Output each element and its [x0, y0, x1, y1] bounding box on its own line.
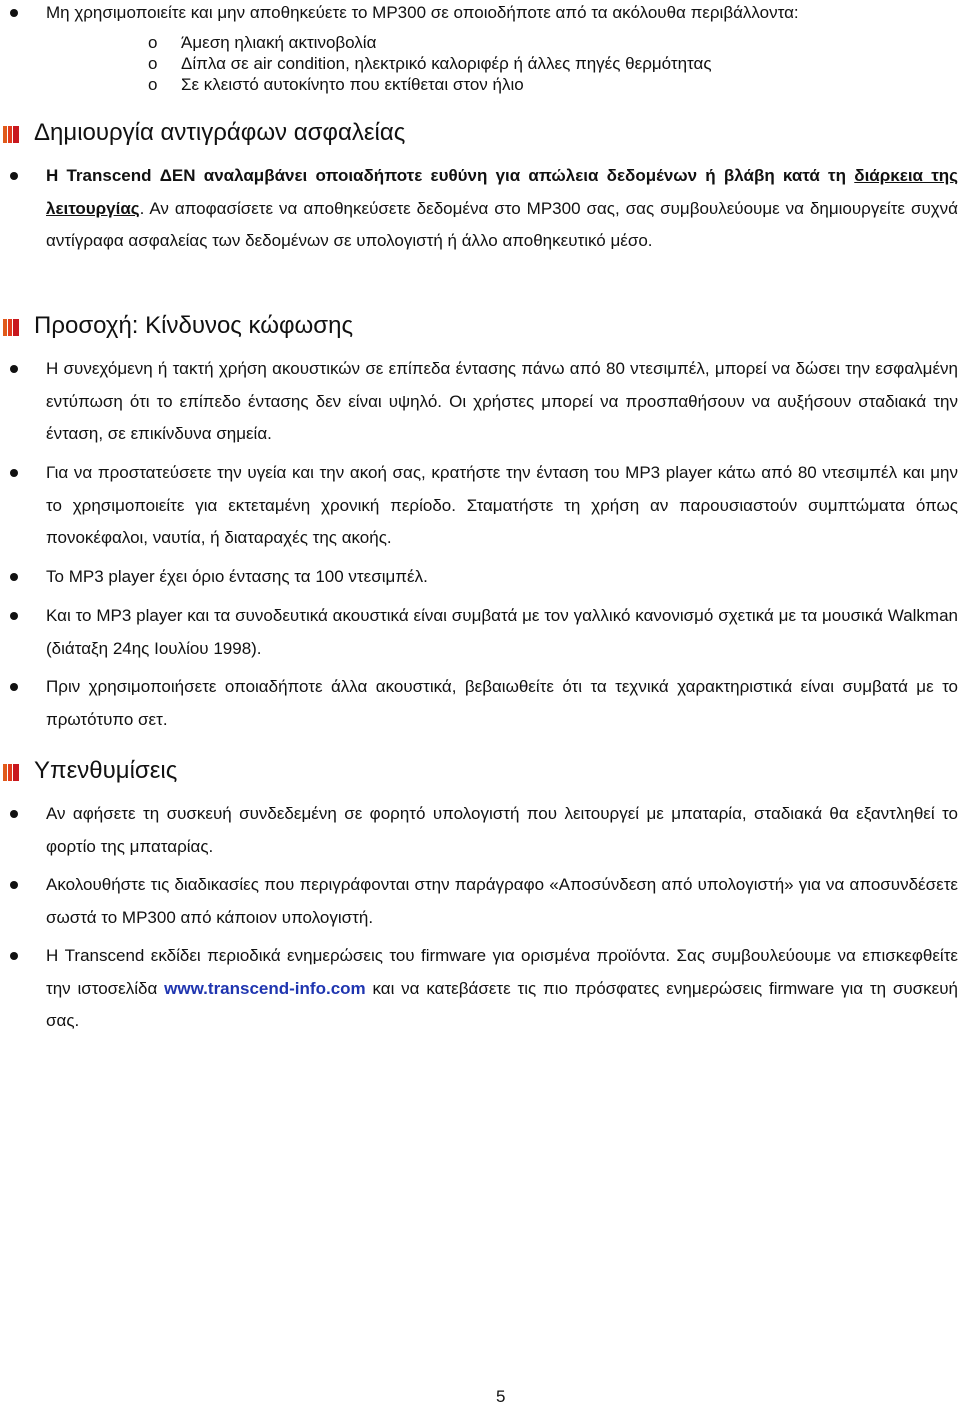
- reminder-item: Ακολουθήστε τις διαδικασίες που περιγράφονται στην παράγραφο «Αποσύνδεση από υπολογιστή» για να αποσυνδέσετε σωστά το MP300 από κάποιον υπολογιστή.: [46, 875, 958, 927]
- bullet-dot: [10, 172, 18, 180]
- sub-bullet-marker: o: [148, 54, 158, 73]
- section-heading-icon: [3, 764, 19, 781]
- hearing-item: Για να προστατεύσετε την υγεία και την ακοή σας, κρατήστε την ένταση του MP3 player κάτω από 80 ντεσιμπέλ και μην το χρησιμοποιείτε για εκτεταμένη χρονική περίοδο. Σταματήστε τη χρήση αν παρουσιαστούν συμπτώματα όπως πονοκέφαλοι, ναυτία, ή διαταραχές της ακοής.: [46, 463, 958, 547]
- section-heading-backup: Δημιουργία αντιγράφων ασφαλείας: [34, 119, 406, 146]
- bullet-dot: [10, 881, 18, 889]
- sub-bullet-marker: o: [148, 33, 158, 52]
- section-heading-icon: [3, 319, 19, 336]
- reminder-item-firmware: [46, 940, 958, 1038]
- section-heading-icon: [3, 126, 19, 143]
- bullet-dot: [10, 683, 18, 691]
- bullet-dot: [10, 365, 18, 373]
- firmware-text-after: και να κατεβάσετε τις πιο πρόσφατες ενημερώσεις firmware για τη συσκευή σας.: [46, 978, 959, 1030]
- hearing-item: Η συνεχόμενη ή τακτή χρήση ακουστικών σε επίπεδα έντασης πάνω από 80 ντεσιμπέλ, μπορεί να δώσει την εσφαλμένη εντύπωση ότι το επίπεδο έντασης δεν είναι υψηλό. Οι χρήστες μπορεί να προσπαθήσουν να αυξήσουν σταδιακά την ένταση, σε επικίνδυνα σημεία.: [46, 359, 958, 443]
- reminder-item: Αν αφήσετε τη συσκευή συνδεδεμένη σε φορητό υπολογιστή που λειτουργεί με μπαταρία, σταδιακά θα εξαντληθεί το φορτίο της μπαταρίας.: [46, 804, 958, 856]
- sub-bullet-marker: o: [148, 75, 158, 94]
- section-heading-reminders: Υπενθυμίσεις: [34, 757, 178, 784]
- backup-advice: . Αν αποφασίσετε να αποθηκεύσετε δεδομένα στο MP300 σας, σας συμβουλεύουμε να δημιουργείτε συχνά αντίγραφα ασφαλείας των δεδομένων σε υπολογιστή ή άλλο αποθηκευτικό μέσο.: [46, 198, 958, 250]
- hearing-item: Πριν χρησιμοποιήσετε οποιαδήποτε άλλα ακουστικά, βεβαιωθείτε ότι τα τεχνικά χαρακτηριστικά είναι συμβατά με το πρωτότυπο σετ.: [46, 677, 958, 729]
- bullet-dot: [10, 952, 18, 960]
- bullet-dot: [10, 573, 18, 581]
- sub-item: Άμεση ηλιακή ακτινοβολία: [181, 33, 377, 52]
- hearing-item: Και το MP3 player και τα συνοδευτικά ακουστικά είναι συμβατά με τον γαλλικό κανονισμό σχετικά με τα μουσικά Walkman (διάταξη 24ης Ιουλίου 1998).: [46, 606, 958, 658]
- backup-warning-bold: Η Transcend ΔΕΝ αναλαμβάνει οποιαδήποτε ευθύνη για απώλεια δεδομένων ή βλάβη κατά τη: [46, 166, 847, 185]
- sub-item: Σε κλειστό αυτοκίνητο που εκτίθεται στον ήλιο: [181, 75, 524, 94]
- page-number: 5: [496, 1387, 506, 1406]
- backup-paragraph: [46, 160, 958, 258]
- section-heading-hearing: Προσοχή: Κίνδυνος κώφωσης: [34, 312, 354, 339]
- hearing-item: Το MP3 player έχει όριο έντασης τα 100 ντεσιμπέλ.: [46, 567, 428, 586]
- bullet-dot: [10, 612, 18, 620]
- sub-item: Δίπλα σε air condition, ηλεκτρικό καλοριφέρ ή άλλες πηγές θερμότητας: [181, 54, 712, 73]
- bullet-dot: [10, 469, 18, 477]
- bullet-dot: [10, 9, 18, 17]
- intro-text: Μη χρησιμοποιείτε και μην αποθηκεύετε το MP300 σε οποιοδήποτε από τα ακόλουθα περιβάλλοντα:: [46, 3, 799, 22]
- firmware-text-before: Η Transcend εκδίδει περιοδικά ενημερώσεις του firmware για ορισμένα προϊόντα. Σας συμβουλεύουμε να επισκεφθείτε την ιστοσελίδα: [46, 946, 958, 998]
- transcend-website-link[interactable]: www.transcend-info.com: [164, 978, 366, 998]
- backup-warning-underlined: διάρκεια της λειτουργίας: [46, 166, 959, 218]
- bullet-dot: [10, 810, 18, 818]
